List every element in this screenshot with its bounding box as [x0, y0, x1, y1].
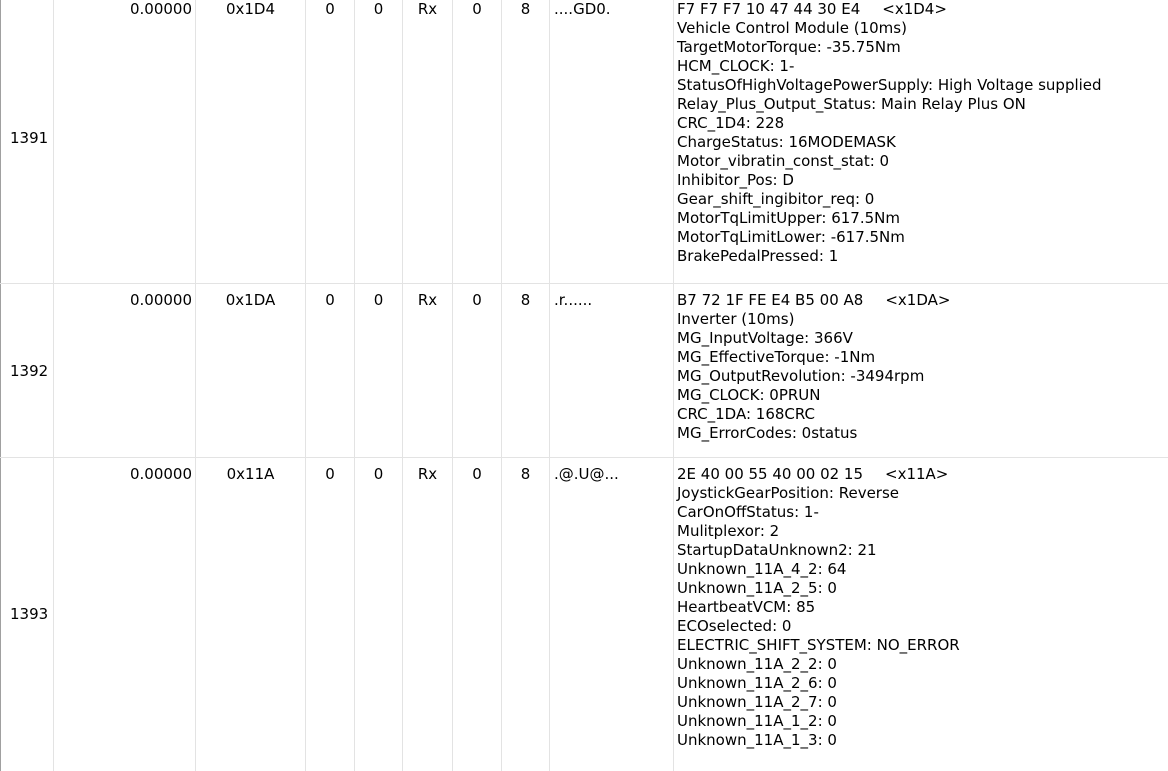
decoded-data-cell	[674, 458, 1168, 771]
message-tag: <x11A>	[885, 465, 949, 483]
signal-line: Unknown_11A_1_3: 0	[677, 731, 837, 749]
signal-line: Unknown_11A_1_2: 0	[677, 712, 837, 730]
hex-bytes	[677, 0, 1168, 19]
signal-line: ECOselected: 0	[677, 617, 792, 635]
signal-line: JoystickGearPosition: Reverse	[677, 484, 900, 502]
signal-line: Vehicle Control Module (10ms)	[677, 19, 907, 37]
signal-line: TargetMotorTorque: -35.75Nm	[677, 38, 901, 56]
ascii-cell: .r......	[550, 284, 674, 458]
timestamp-cell: 0.00000	[54, 458, 196, 771]
signal-line: MG_InputVoltage: 366V	[677, 329, 853, 347]
flag-cell: 0	[355, 284, 403, 458]
signal-line: MG_CLOCK: 0PRUN	[677, 386, 821, 404]
signal-line: CRC_1D4: 228	[677, 114, 785, 132]
dlc-cell: 8	[502, 0, 550, 283]
row-index-cell: 1391	[0, 0, 54, 283]
table-row[interactable]	[0, 0, 1168, 283]
hex-bytes	[677, 465, 1168, 484]
channel-cell: 0	[306, 0, 355, 283]
hex-value: B7 72 1F FE E4 B5 00 A8	[677, 291, 864, 309]
direction-cell: Rx	[403, 284, 453, 458]
flag-cell: 0	[355, 458, 403, 771]
message-id-cell: 0x11A	[196, 458, 306, 771]
type-cell: 0	[453, 458, 502, 771]
hex-bytes	[677, 291, 1168, 310]
signal-line: BrakePedalPressed: 1	[677, 247, 839, 265]
decoded-data-cell	[674, 284, 1168, 458]
ascii-cell: ....GD0.	[550, 0, 674, 283]
signal-line: MotorTqLimitLower: -617.5Nm	[677, 228, 905, 246]
signal-line: Mulitplexor: 2	[677, 522, 780, 540]
type-cell: 0	[453, 284, 502, 458]
type-cell: 0	[453, 0, 502, 283]
dlc-cell: 8	[502, 458, 550, 771]
table-row[interactable]	[0, 283, 1168, 458]
ascii-cell: .@.U@...	[550, 458, 674, 771]
row-index-cell: 1392	[0, 284, 54, 458]
flag-cell: 0	[355, 0, 403, 283]
channel-cell: 0	[306, 458, 355, 771]
signal-line: HeartbeatVCM: 85	[677, 598, 816, 616]
signal-line: Unknown_11A_2_2: 0	[677, 655, 837, 673]
signal-line: ChargeStatus: 16MODEMASK	[677, 133, 896, 151]
signal-line: MG_OutputRevolution: -3494rpm	[677, 367, 925, 385]
message-tag: <x1D4>	[882, 0, 947, 18]
timestamp-cell: 0.00000	[54, 0, 196, 283]
direction-cell: Rx	[403, 458, 453, 771]
signal-line: Inhibitor_Pos: D	[677, 171, 794, 189]
message-id-cell: 0x1D4	[196, 0, 306, 283]
table-row[interactable]	[0, 457, 1168, 771]
hex-value: 2E 40 00 55 40 00 02 15	[677, 465, 864, 483]
timestamp-cell: 0.00000	[54, 284, 196, 458]
hex-value: F7 F7 F7 10 47 44 30 E4	[677, 0, 861, 18]
dlc-cell: 8	[502, 284, 550, 458]
decoded-data-cell	[674, 0, 1168, 283]
message-tag: <x1DA>	[885, 291, 951, 309]
signal-line: Motor_vibratin_const_stat: 0	[677, 152, 890, 170]
direction-cell: Rx	[403, 0, 453, 283]
signal-line: CarOnOffStatus: 1-	[677, 503, 819, 521]
row-index-cell: 1393	[0, 458, 54, 771]
signal-line: MG_EffectiveTorque: -1Nm	[677, 348, 876, 366]
signal-line: Unknown_11A_2_6: 0	[677, 674, 837, 692]
signal-line: Unknown_11A_2_5: 0	[677, 579, 837, 597]
signal-line: MotorTqLimitUpper: 617.5Nm	[677, 209, 900, 227]
signal-line: StartupDataUnknown2: 21	[677, 541, 877, 559]
signal-line: HCM_CLOCK: 1-	[677, 57, 795, 75]
signal-line: CRC_1DA: 168CRC	[677, 405, 816, 423]
message-id-cell: 0x1DA	[196, 284, 306, 458]
signal-line: MG_ErrorCodes: 0status	[677, 424, 858, 442]
signal-line: Gear_shift_ingibitor_req: 0	[677, 190, 875, 208]
signal-line: StatusOfHighVoltagePowerSupply: High Voltage supplied	[677, 76, 1102, 94]
channel-cell: 0	[306, 284, 355, 458]
signal-line: ELECTRIC_SHIFT_SYSTEM: NO_ERROR	[677, 636, 960, 654]
signal-line: Inverter (10ms)	[677, 310, 795, 328]
signal-line: Relay_Plus_Output_Status: Main Relay Plus ON	[677, 95, 1026, 113]
signal-line: Unknown_11A_2_7: 0	[677, 693, 837, 711]
signal-line: Unknown_11A_4_2: 64	[677, 560, 847, 578]
